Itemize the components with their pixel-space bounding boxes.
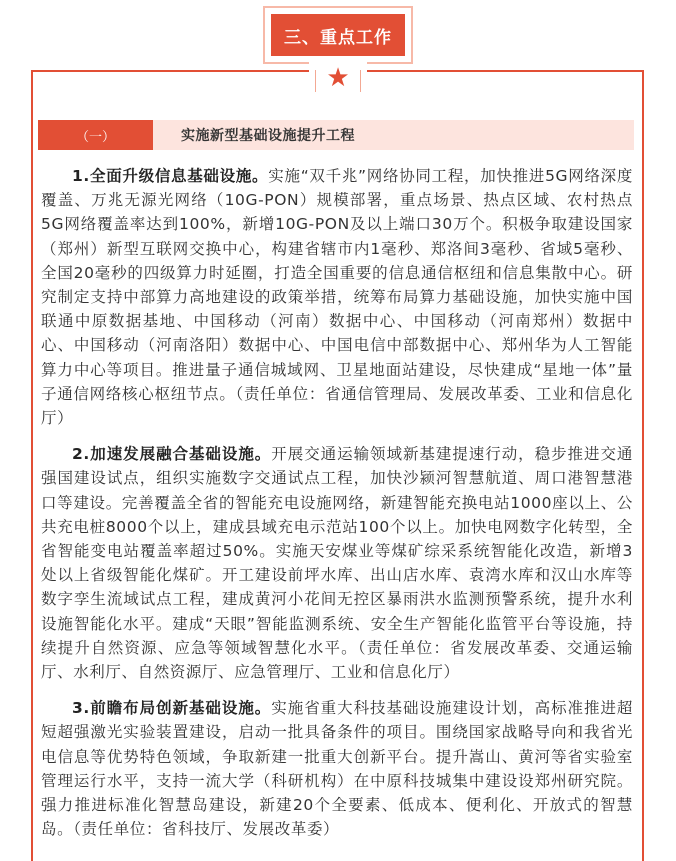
paragraph-1 — [41, 164, 633, 430]
section-title: 三、重点工作 — [271, 14, 405, 56]
paragraph-3-body: 实施省重大科技基础设施建设计划，高标准推进超短超强激光实验装置建设，启动一批具备条件的项目。围绕国家战略导向和我省光电信息等优势特色领域，争取新建一批重大创新平台。提升嵩山、黄河等省实验室管理运行水平，支持一流大学（科研机构）在中原科技城集中建设设郑州研究院。强力推进标准化智慧岛建设，新建20个全要素、低成本、便利化、开放式的智慧岛。（责任单位：省科技厅、发展改革委） — [41, 699, 633, 839]
star-icon: ★ — [326, 63, 350, 93]
subsection-header — [38, 120, 634, 150]
paragraph-2-body: 开展交通运输领域新基建提速行动，稳步推进交通强国建设试点，组织实施数字交通试点工程，加快沙颍河智慧航道、周口港智慧港口等建设。完善覆盖全省的智能充电设施网络，新建智能充换电站1000座以上、公共充电桩8000个以上，建成县域充电示范站100个以上。加快电网数字化转型，全省智能变电站覆盖率超过50%。实施天安煤业等煤矿综采系统智能化改造，新增3处以上省级智能化煤矿。开工建设前坪水库、出山店水库、袁湾水库和汉山水库等数字孪生流域试点工程，建成黄河小花间无控区暴雨洪水监测预警系统，提升水利设施智能化水平。建成“天眼”智能监测系统、安全生产智能化监管平台等设施，持续提升自然资源、应急等领域智慧化水平。（责任单位：省发展改革委、交通运输厅、水利厅、自然资源厅、应急管理厅、工业和信息化厅） — [41, 445, 633, 682]
paragraph-1-body: 实施“双千兆”网络协同工程，加快推进5G网络深度覆盖、万兆无源光网络（10G-PON）规模部署，重点场景、热点区域、农村热点5G网络覆盖率达到100%，新增10G-PON及以上端口30万个。积极争取建设国家（郑州）新型互联网交换中心，构建省辖市内1毫秒、郑洛间3毫秒、省域5毫秒、全国20毫秒的四级算力时延圈，打造全国重要的信息通信枢纽和信息集散中心。研究制定支持中部算力高地建设的政策举措，统筹布局算力基础设施，加快实施中国联通中原数据基地、中国移动（河南）数据中心、中国移动（河南郑州）数据中心、中国移动（河南洛阳）数据中心、中国电信中部数据中心、郑州华为人工智能算力中心等项目。推进量子通信城域网、卫星地面站建设，尽快建成“星地一体”量子通信网络核心枢纽节点。（责任单位：省通信管理局、发展改革委、工业和信息化厅） — [41, 167, 633, 428]
subsection-title: 实施新型基础设施提升工程 — [181, 128, 355, 144]
paragraph-2-heading: 2.加速发展融合基础设施。 — [72, 445, 272, 464]
paragraph-3 — [41, 696, 633, 841]
paragraph-1-heading: 1.全面升级信息基础设施。 — [72, 167, 269, 185]
paragraph-2 — [41, 442, 633, 684]
star-ornament — [309, 58, 367, 98]
article-body — [41, 164, 633, 853]
section-title-border — [263, 6, 413, 64]
subsection-number: （一） — [38, 120, 153, 150]
paragraph-3-heading: 3.前瞻布局创新基础设施。 — [72, 699, 272, 718]
